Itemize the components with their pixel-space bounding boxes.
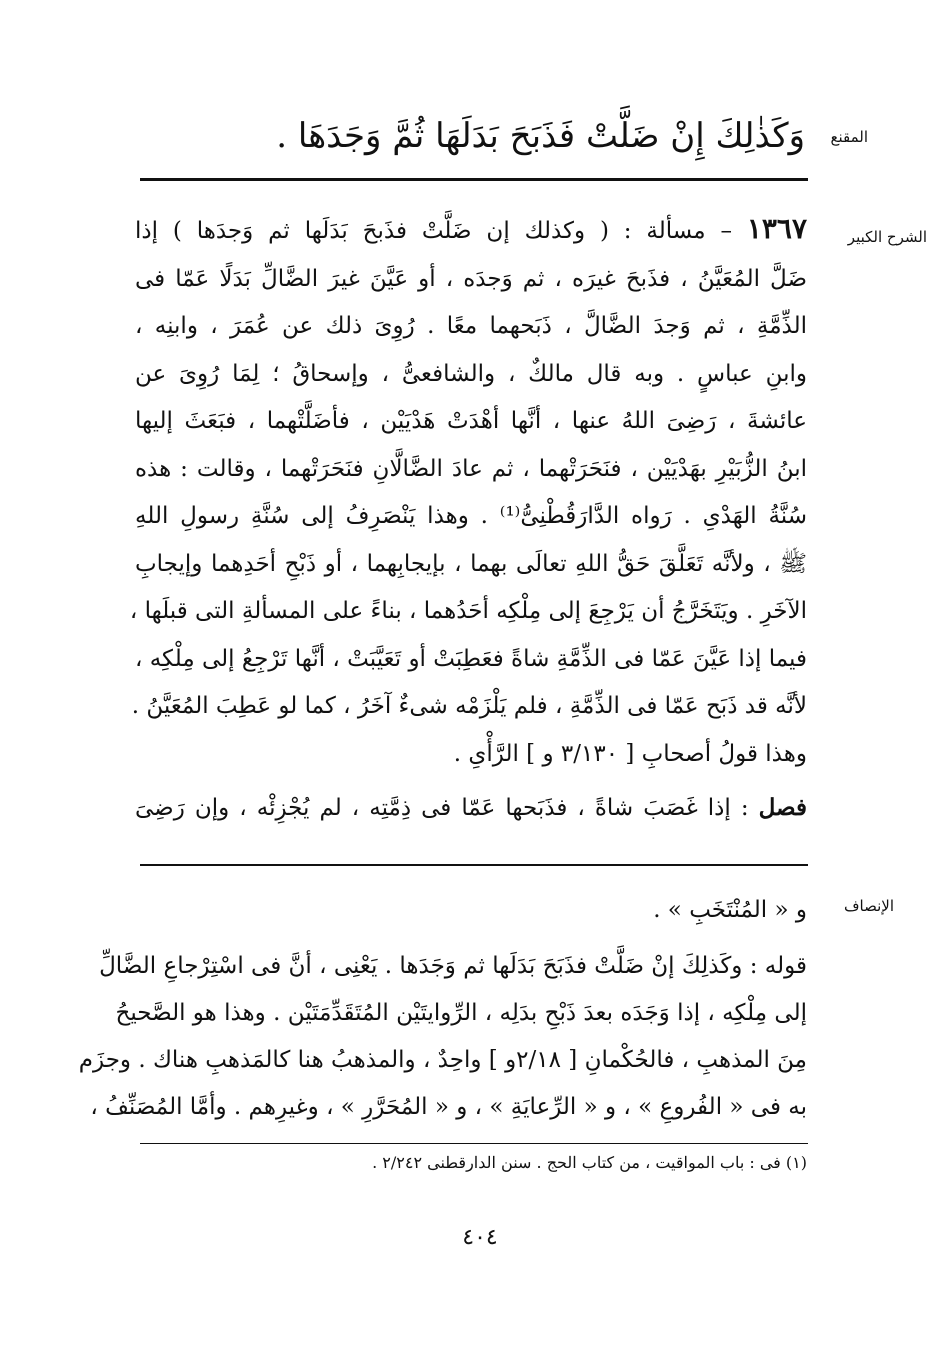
footnote <box>135 1150 807 1176</box>
sharh-line: فيما إذا عَيَّنَ عَمّا فى الذِّمَّةِ شاةً فعَطِبَتْ أو تَعَيَّبَتْ ، أنَّها تَرْجِعُ إلى مِلْكِه ، <box>134 645 807 672</box>
sharh-line: الذِّمَّةِ ، ثم وَجدَ الضَّالَّ ، ذَبَحهما معًا . رُوِىَ ذلك عن عُمَرَ ، وابنِه ، <box>135 313 807 339</box>
sharh-body <box>129 205 807 833</box>
sharh-line: ﷺ ، ولأنَّه تَعَلَّقَ حَقُّ اللهِ تعالَى بهما ، بإيجابِهما ، أو ذَبْحِ أحَدِهما وإيجابِ <box>135 550 807 577</box>
sharh-line: وابنِ عباسٍ . وبه قال مالكٌ ، والشافعىُّ ، وإسحاقُ ؛ لِمَا رُوِىَ عن <box>135 360 807 387</box>
sharh-line: لأنَّه قد ذَبَح عَمّا فى الذِّمَّةِ ، فلم يَلْزَمْه شىءٌ آخَرُ ، كما لو عَطِبَ المُعَيَّنُ . <box>131 693 807 719</box>
sharh-first-line <box>135 205 807 256</box>
muqni-label: المقنع <box>830 128 868 146</box>
fasl-line <box>135 784 807 833</box>
fasl-text: : إذا غَصَبَ شاةً ، فذَبَحها عَمّا فى ذِمَّتِه ، لم يُجْزِئْه ، وإن رَضِىَ <box>135 795 759 821</box>
sharh-line: ضَلَّ المُعَيَّنُ ، فذَبحَ غيرَه ، ثم وَجدَه ، أو عَيَّنَ غيرَ الضَّالِّ بَدَلًا عَمّا فى <box>135 265 807 292</box>
sharh-line: وهذا قولُ أصحابِ [ ٣/١٣٠ و ] الرَّأْىِ . <box>453 740 807 767</box>
sharh-line: سُنَّةُ الهَدْىِ . رَواه الدَّارَقُطْنِىُّ⁽¹⁾ . وهذا يَنْصَرِفُ إلى سُنَّةِ رسولِ اللهِ <box>135 503 807 529</box>
issue-number: ١٣٦٧ <box>746 212 807 245</box>
sharh-first-line-text: – مسألة : ( وكذلك إن ضَلَّتْ فذَبحَ بَدَلَها ثم وَجدَها ) إذا <box>135 218 747 244</box>
insaf-line: إلى مِلْكِه ، إذا وَجَدَه بعدَ ذَبْحِ بدَلِه ، الرِّوايتَيْن المُتَقَدِّمَتَيْن . وهذا هو الصَّحيحُ <box>115 1000 807 1026</box>
fasl-heading: فصل <box>758 794 807 821</box>
insaf-body <box>78 887 807 1131</box>
insaf-line: مِنَ المذهبِ ، فالحُكْمانِ [ ٢/١٨و ] واحِدٌ ، والمذهبُ هنا كالمَذهبِ هناك . وجزَم <box>78 1047 807 1073</box>
footnote-divider <box>140 1143 808 1144</box>
middle-divider <box>140 864 808 866</box>
sharh-line: عائشةَ ، رَضِىَ اللهُ عنها ، أنَّها أهْدَتْ هَدْيَيْن ، فأضَلَّتْهما ، فبَعَثَ إليها <box>135 408 807 434</box>
muqni-line: وَكَذٰلِكَ إِنْ ضَلَّتْ فَذَبَحَ بَدَلَهَا ثُمَّ وَجَدَهَا . <box>276 116 805 156</box>
sharh-line: الآخَرِ . ويَتَخَرَّجُ أن يَرْجِعَ إلى مِلْكِه أحَدُهما ، بناءً على المسألةِ التى قبلَها ، <box>129 598 807 624</box>
page-number: ٤٠٤ <box>462 1225 498 1250</box>
top-divider <box>140 178 808 181</box>
muqni-text <box>276 112 805 160</box>
footnote-text: (١) فى : باب المواقيت ، من كتاب الحج . سنن الدارقطنى ٢/٢٤٢ . <box>372 1153 807 1172</box>
sharh-line: ابنُ الزُّبَيْرِ بهَدْيَيْن ، فنَحَرَتْهما ، ثم عادَ الضَّالَّانِ فنَحَرَتْهما ، وقالت : هذه <box>135 455 807 482</box>
insaf-first-line: و « المُنْتَخَبِ » . <box>653 897 807 923</box>
insaf-line: به فى « الفُروعِ » ، و « الرِّعايَةِ » ، و « المُحَرَّرِ » ، وغيرِهم . وأمَّا المُصَنِّفُ ، <box>90 1094 807 1120</box>
sharh-label: الشرح الكبير <box>847 228 927 246</box>
insaf-label: الإنصاف <box>843 897 894 915</box>
insaf-line: قوله : وكَذلِكَ إنْ ضَلَّتْ فذَبَحَ بَدَلَها ثم وَجَدَها . يَعْنِى ، أنَّ فى اسْتِرْجاعِ الضَّالِّ <box>99 953 807 979</box>
